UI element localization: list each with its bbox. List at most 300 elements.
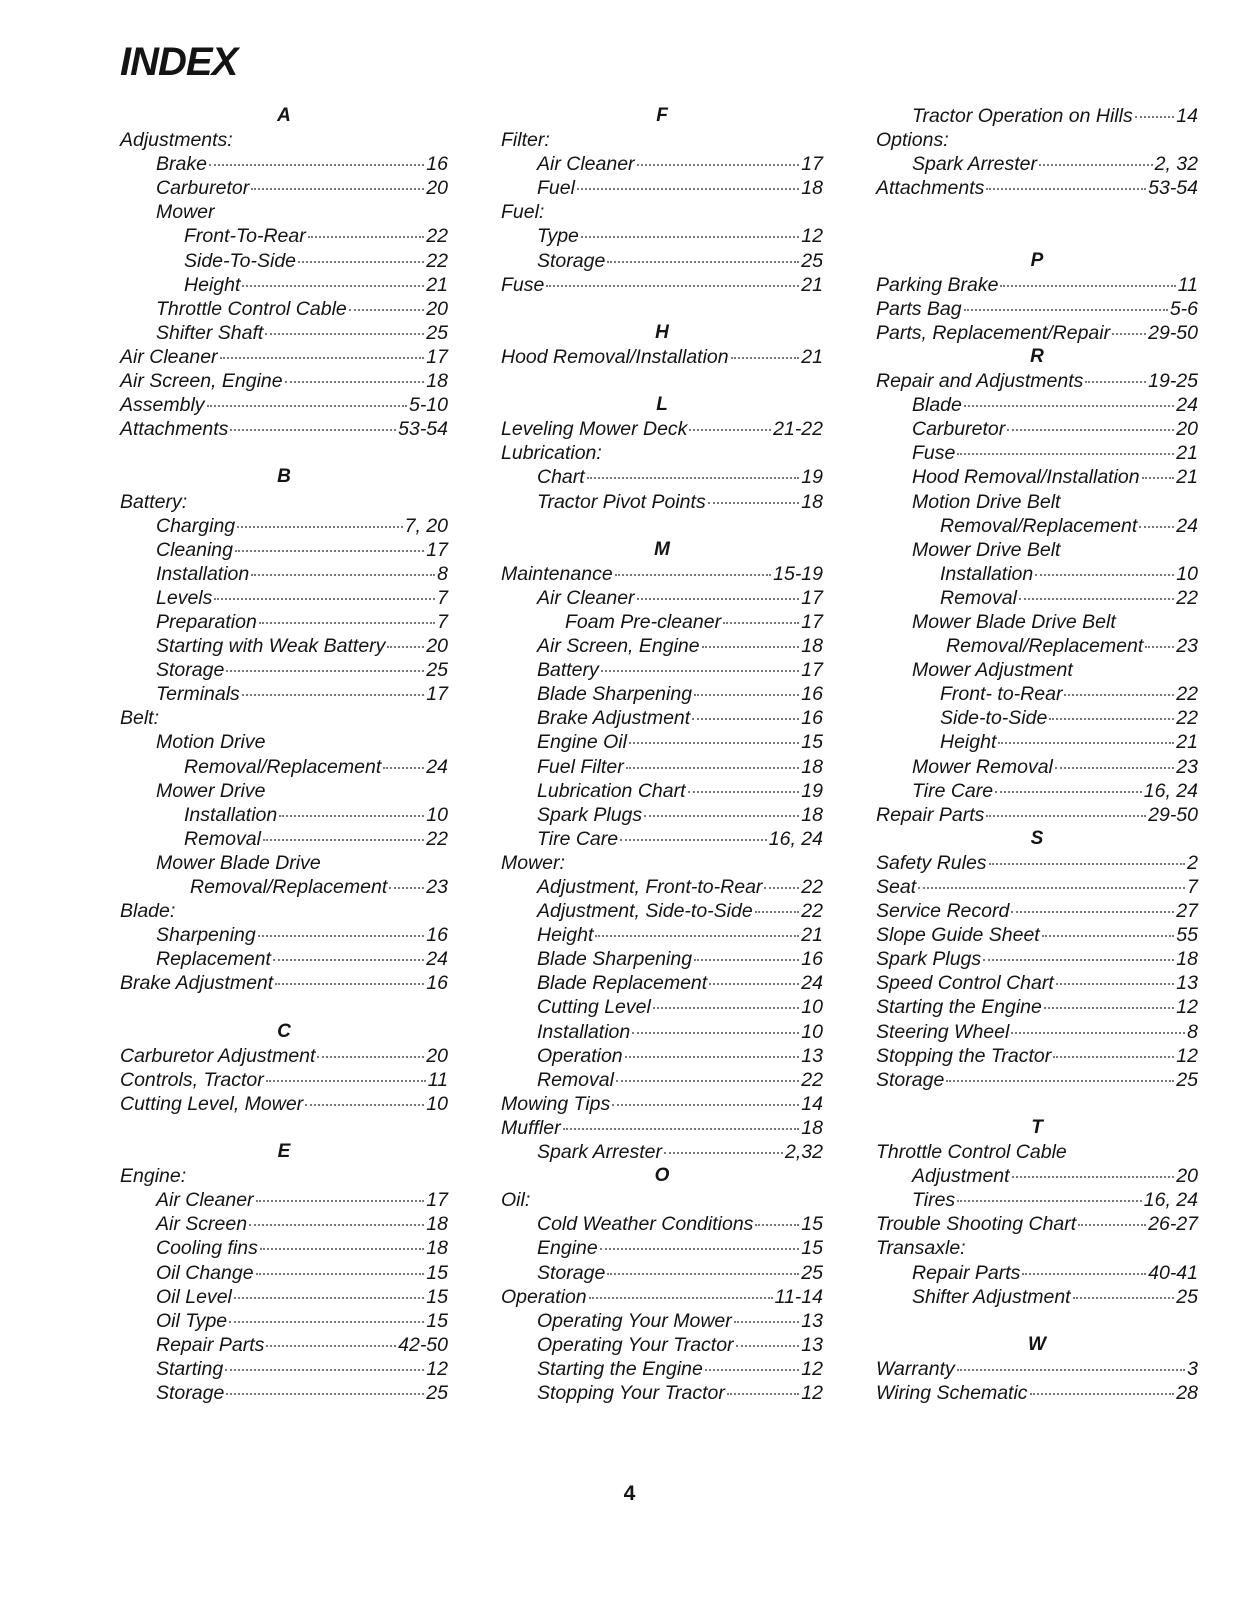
entry-text: Chart xyxy=(537,466,585,489)
entry-page: 16 xyxy=(801,707,823,730)
entry-text: Blade Sharpening xyxy=(537,948,693,971)
entry-text: Fuel xyxy=(537,177,575,200)
dot-leader xyxy=(607,261,799,263)
entry-page: 17 xyxy=(801,610,823,633)
entry-text: Engine: xyxy=(120,1165,187,1188)
dot-leader xyxy=(389,887,424,889)
dot-leader xyxy=(1019,598,1174,600)
entry-text: Motion Drive Belt xyxy=(912,490,1061,513)
entry-page: 18 xyxy=(801,177,823,200)
entry-text: Air Cleaner xyxy=(120,345,218,368)
index-entry xyxy=(120,1188,448,1212)
entry-text: Operating Your Tractor xyxy=(537,1333,734,1356)
index-entry xyxy=(876,971,1198,995)
entry-page: 17 xyxy=(426,1189,448,1212)
dot-leader xyxy=(1022,1273,1146,1275)
entry-page: 22 xyxy=(426,249,448,272)
entry-text: Brake xyxy=(156,153,207,176)
entry-page: 12 xyxy=(801,1357,823,1380)
spacer xyxy=(876,1092,1198,1116)
index-entry xyxy=(120,393,448,417)
dot-leader xyxy=(692,718,799,720)
dot-leader xyxy=(637,598,800,600)
entry-page: 21 xyxy=(801,273,823,296)
index-entry xyxy=(501,634,823,658)
index-entry xyxy=(876,1261,1198,1285)
entry-text: Oil Change xyxy=(156,1261,254,1284)
entry-page: 11 xyxy=(427,1068,448,1091)
dot-leader xyxy=(983,959,1174,961)
entry-page: 20 xyxy=(426,297,448,320)
entry-page: 17 xyxy=(426,345,448,368)
dot-leader xyxy=(214,598,435,600)
dot-leader xyxy=(632,1032,799,1034)
entry-page: 22 xyxy=(1176,683,1198,706)
entry-text: Charging xyxy=(156,514,236,537)
index-entry xyxy=(501,249,823,273)
entry-page: 16 xyxy=(426,153,448,176)
dot-leader xyxy=(616,1080,799,1082)
dot-leader xyxy=(589,1297,773,1299)
dot-leader xyxy=(263,839,424,841)
entry-text: Mower xyxy=(156,201,215,224)
index-entry xyxy=(876,658,1198,682)
dot-leader xyxy=(275,983,424,985)
index-entry xyxy=(876,128,1198,152)
entry-text: Spark Arrester xyxy=(912,153,1037,176)
dot-leader xyxy=(251,188,424,190)
dot-leader xyxy=(986,815,1146,817)
index-entry xyxy=(501,755,823,779)
entry-text: Air Cleaner xyxy=(537,586,635,609)
index-entry xyxy=(501,1188,823,1212)
entry-text: Trouble Shooting Chart xyxy=(876,1213,1077,1236)
dot-leader xyxy=(273,959,424,961)
index-entry xyxy=(501,875,823,899)
dot-leader xyxy=(1112,333,1146,335)
entry-page: 22 xyxy=(801,1068,823,1091)
entry-page: 16, 24 xyxy=(1143,779,1198,802)
entry-text: Blade Sharpening xyxy=(537,683,693,706)
index-entry xyxy=(501,273,823,297)
entry-text: Tires xyxy=(912,1189,956,1212)
entry-text: Maintenance xyxy=(501,562,613,585)
index-entry xyxy=(120,224,448,248)
dot-leader xyxy=(242,694,424,696)
index-entry xyxy=(501,1309,823,1333)
entry-text: Type xyxy=(537,225,579,248)
index-entry xyxy=(120,947,448,971)
section-letter: L xyxy=(656,394,668,416)
index-entry xyxy=(876,1357,1198,1381)
dot-leader xyxy=(964,309,1168,311)
entry-page: 16 xyxy=(426,972,448,995)
index-entry xyxy=(120,827,448,851)
dot-leader xyxy=(226,1393,424,1395)
entry-text: Mower Blade Drive Belt xyxy=(912,610,1116,633)
dot-leader xyxy=(1035,574,1174,576)
entry-page: 12 xyxy=(801,1381,823,1404)
entry-page: 16 xyxy=(801,948,823,971)
index-column-2 xyxy=(501,104,823,1405)
dot-leader xyxy=(998,742,1174,744)
section-letter: E xyxy=(277,1141,291,1163)
dot-leader xyxy=(764,887,799,889)
entry-text: Blade Replacement xyxy=(537,972,708,995)
dot-leader xyxy=(736,1345,800,1347)
entry-page: 15 xyxy=(426,1285,448,1308)
dot-leader xyxy=(731,357,800,359)
index-entry xyxy=(876,465,1198,489)
entry-text: Mowing Tips xyxy=(501,1092,611,1115)
entry-text: Throttle Control Cable xyxy=(156,297,347,320)
entry-page: 16, 24 xyxy=(1143,1189,1198,1212)
dot-leader xyxy=(626,767,800,769)
entry-text: Side-to-Side xyxy=(940,707,1048,730)
index-entry xyxy=(876,1381,1198,1405)
entry-page: 18 xyxy=(426,370,448,393)
entry-page: 22 xyxy=(801,876,823,898)
entry-text: Cutting Level, Mower xyxy=(120,1092,304,1115)
dot-leader xyxy=(688,791,800,793)
index-entry xyxy=(501,730,823,754)
entry-text: Storage xyxy=(537,1261,606,1284)
entry-text: Replacement xyxy=(156,948,271,971)
index-entry xyxy=(501,1020,823,1044)
entry-text: Battery xyxy=(537,659,599,682)
entry-page: 13 xyxy=(801,1309,823,1332)
entry-text: Oil Level xyxy=(156,1285,232,1308)
dot-leader xyxy=(653,1007,799,1009)
section-letter: R xyxy=(1030,345,1044,367)
entry-text: Carburetor xyxy=(912,418,1006,441)
index-entry xyxy=(120,200,448,224)
page-number: 4 xyxy=(623,1482,636,1505)
entry-page: 11-14 xyxy=(774,1285,823,1308)
dot-leader xyxy=(709,983,799,985)
entry-text: Adjustments: xyxy=(120,129,233,152)
index-entry xyxy=(120,755,448,779)
section-letter: B xyxy=(277,466,291,488)
entry-text: Lubrication: xyxy=(501,442,602,465)
entry-text: Spark Arrester xyxy=(537,1141,662,1164)
page-title: INDEX xyxy=(120,40,238,84)
index-entry xyxy=(501,947,823,971)
dot-leader xyxy=(1142,477,1175,479)
section-letter: H xyxy=(655,321,669,343)
dot-leader xyxy=(249,1224,424,1226)
dot-leader xyxy=(1044,1007,1174,1009)
entry-page: 21 xyxy=(1176,442,1198,465)
section-letter: W xyxy=(1028,1333,1046,1355)
entry-text: Repair Parts xyxy=(156,1333,265,1356)
entry-page: 2 xyxy=(1187,851,1198,874)
entry-text: Lubrication Chart xyxy=(537,779,686,802)
entry-text: Installation xyxy=(156,562,250,585)
entry-page: 27 xyxy=(1176,900,1198,923)
entry-page: 21 xyxy=(426,273,448,296)
entry-text: Removal/Replacement xyxy=(940,514,1138,537)
dot-leader xyxy=(225,1369,424,1371)
index-entry xyxy=(120,1261,448,1285)
entry-text: Height xyxy=(537,924,594,947)
index-entry xyxy=(501,851,823,875)
dot-leader xyxy=(637,164,800,166)
index-entry xyxy=(120,1044,448,1068)
index-entry xyxy=(876,899,1198,923)
entry-text: Adjustment xyxy=(912,1165,1010,1188)
dot-leader xyxy=(265,333,424,335)
spacer xyxy=(876,200,1198,224)
entry-text: Warranty xyxy=(876,1357,955,1380)
index-entry xyxy=(876,538,1198,562)
index-entry xyxy=(120,538,448,562)
index-entry xyxy=(501,586,823,610)
dot-leader xyxy=(1039,164,1153,166)
dot-leader xyxy=(251,574,435,576)
entry-page: 8 xyxy=(1187,1020,1198,1043)
entry-page: 7 xyxy=(1187,876,1198,898)
entry-text: Side-To-Side xyxy=(184,249,297,272)
index-entry xyxy=(876,1285,1198,1309)
index-entry xyxy=(876,875,1198,899)
entry-text: Adjustment, Side-to-Side xyxy=(537,900,753,923)
dot-leader xyxy=(242,285,424,287)
entry-page: 21 xyxy=(801,345,823,368)
entry-text: Repair Parts xyxy=(876,803,985,826)
index-entry xyxy=(876,1188,1198,1212)
entry-text: Front-To-Rear xyxy=(184,225,306,248)
entry-text: Starting with Weak Battery xyxy=(156,635,386,658)
entry-page: 5-6 xyxy=(1169,297,1198,320)
index-entry xyxy=(876,417,1198,441)
dot-leader xyxy=(258,935,425,937)
dot-leader xyxy=(1055,767,1174,769)
index-entry xyxy=(120,875,448,899)
entry-text: Mower Removal xyxy=(912,755,1053,778)
entry-text: Oil Type xyxy=(156,1309,228,1332)
entry-page: 17 xyxy=(801,586,823,609)
index-entry xyxy=(501,224,823,248)
index-entry xyxy=(120,1285,448,1309)
entry-text: Tire Care xyxy=(912,779,994,802)
index-entry xyxy=(876,634,1198,658)
dot-leader xyxy=(1056,983,1175,985)
dot-leader xyxy=(694,694,799,696)
index-entry xyxy=(120,1333,448,1357)
dot-leader xyxy=(957,453,1174,455)
entry-text: Fuel: xyxy=(501,201,545,224)
index-entry xyxy=(501,1140,823,1164)
index-entry xyxy=(120,514,448,538)
entry-page: 17 xyxy=(801,659,823,682)
dot-leader xyxy=(734,1321,800,1323)
entry-text: Shifter Adjustment xyxy=(912,1285,1071,1308)
entry-text: Carburetor Adjustment xyxy=(120,1044,316,1067)
entry-text: Preparation xyxy=(156,610,257,633)
entry-page: 20 xyxy=(1176,1165,1198,1188)
index-entry xyxy=(876,1236,1198,1260)
index-entry xyxy=(120,634,448,658)
entry-text: Engine Oil xyxy=(537,731,627,754)
index-entry xyxy=(876,1164,1198,1188)
dot-leader xyxy=(1012,1176,1175,1178)
index-entry xyxy=(501,1236,823,1260)
dot-leader xyxy=(600,1248,800,1250)
dot-leader xyxy=(625,1056,800,1058)
index-entry xyxy=(876,152,1198,176)
index-entry xyxy=(120,345,448,369)
entry-text: Adjustment, Front-to-Rear xyxy=(537,876,763,898)
entry-text: Brake Adjustment xyxy=(537,707,691,730)
entry-text: Seat xyxy=(876,876,917,898)
spacer xyxy=(120,995,448,1019)
entry-text: Mower Drive Belt xyxy=(912,538,1061,561)
entry-page: 21 xyxy=(1176,731,1198,754)
index-entry xyxy=(501,128,823,152)
entry-text: Motion Drive xyxy=(156,731,266,754)
entry-page: 7 xyxy=(437,610,448,633)
index-entry xyxy=(120,610,448,634)
dot-leader xyxy=(629,742,799,744)
dot-leader xyxy=(317,1056,424,1058)
index-entry xyxy=(120,851,448,875)
index-entry xyxy=(876,1044,1198,1068)
index-entry xyxy=(120,586,448,610)
section-letter: M xyxy=(654,538,670,560)
index-entry xyxy=(120,128,448,152)
index-entry xyxy=(501,1212,823,1236)
dot-leader xyxy=(546,285,799,287)
dot-leader xyxy=(1049,718,1174,720)
entry-text: Sharpening xyxy=(156,924,256,947)
dot-leader xyxy=(383,767,424,769)
entry-text: Tire Care xyxy=(537,827,619,850)
dot-leader xyxy=(209,164,424,166)
entry-page: 24 xyxy=(1176,514,1198,537)
dot-leader xyxy=(612,1104,799,1106)
section-letter: T xyxy=(1031,1116,1043,1138)
entry-page: 24 xyxy=(426,755,448,778)
dot-leader xyxy=(1073,1297,1175,1299)
dot-leader xyxy=(256,1273,425,1275)
index-entry xyxy=(876,321,1198,345)
index-entry xyxy=(501,562,823,586)
entry-text: Speed Control Chart xyxy=(876,972,1054,995)
entry-page: 25 xyxy=(801,249,823,272)
entry-text: Hood Removal/Installation xyxy=(912,466,1140,489)
entry-text: Fuel Filter xyxy=(537,755,624,778)
index-entry xyxy=(120,779,448,803)
entry-page: 10 xyxy=(426,1092,448,1115)
index-entry xyxy=(501,1068,823,1092)
entry-page: 23 xyxy=(1176,755,1198,778)
dot-leader xyxy=(1064,694,1174,696)
index-entry xyxy=(876,273,1198,297)
entry-text: Blade xyxy=(912,394,962,417)
dot-leader xyxy=(387,646,424,648)
entry-page: 5-10 xyxy=(408,394,448,417)
entry-text: Oil: xyxy=(501,1189,531,1212)
entry-page: 22 xyxy=(426,225,448,248)
dot-leader xyxy=(587,477,800,479)
entry-text: Installation xyxy=(940,562,1034,585)
entry-page: 15 xyxy=(426,1261,448,1284)
index-entry xyxy=(501,658,823,682)
entry-page: 28 xyxy=(1176,1381,1198,1404)
index-entry xyxy=(876,369,1198,393)
dot-leader xyxy=(1078,1224,1146,1226)
dot-leader xyxy=(615,574,771,576)
spacer xyxy=(501,369,823,393)
dot-leader xyxy=(1030,1393,1175,1395)
section-letter: F xyxy=(656,105,668,126)
entry-page: 15 xyxy=(426,1309,448,1332)
entry-page: 16, 24 xyxy=(768,827,823,850)
entry-text: Slope Guide Sheet xyxy=(876,924,1040,947)
dot-leader xyxy=(1145,646,1174,648)
section-letter: P xyxy=(1030,249,1044,271)
entry-page: 10 xyxy=(1176,562,1198,585)
entry-page: 23 xyxy=(1176,635,1198,658)
dot-leader xyxy=(234,1297,424,1299)
dot-leader xyxy=(705,1369,799,1371)
entry-page: 26-27 xyxy=(1148,1213,1198,1236)
entry-page: 20 xyxy=(426,635,448,658)
entry-page: 2,32 xyxy=(785,1141,823,1164)
entry-text: Height xyxy=(940,731,997,754)
entry-text: Removal/Replacement xyxy=(184,755,382,778)
entry-text: Fuse xyxy=(912,442,956,465)
entry-text: Parts, Replacement/Repair xyxy=(876,321,1111,344)
dot-leader xyxy=(689,429,771,431)
dot-leader xyxy=(989,863,1186,865)
dot-leader xyxy=(1053,1056,1174,1058)
index-entry xyxy=(876,393,1198,417)
entry-page: 17 xyxy=(426,683,448,706)
entry-text: Removal xyxy=(537,1068,614,1091)
entry-text: Mower Drive xyxy=(156,779,266,802)
section-letter: O xyxy=(654,1165,670,1187)
index-entry xyxy=(876,779,1198,803)
dot-leader xyxy=(308,236,425,238)
index-entry xyxy=(120,369,448,393)
entry-page: 18 xyxy=(1176,948,1198,971)
index-entry xyxy=(501,490,823,514)
index-entry xyxy=(120,923,448,947)
entry-text: Stopping Your Tractor xyxy=(537,1381,725,1404)
entry-page: 15 xyxy=(801,1237,823,1260)
index-entry xyxy=(501,417,823,441)
entry-page: 2, 32 xyxy=(1154,153,1198,176)
entry-page: 10 xyxy=(801,996,823,1019)
index-entry xyxy=(120,730,448,754)
dot-leader xyxy=(1011,1032,1185,1034)
entry-page: 7 xyxy=(437,586,448,609)
index-entry xyxy=(876,755,1198,779)
entry-page: 18 xyxy=(801,635,823,658)
entry-text: Battery: xyxy=(120,490,188,513)
entry-text: Installation xyxy=(537,1020,631,1043)
index-entry xyxy=(876,1212,1198,1236)
index-entry xyxy=(501,610,823,634)
section-letter: C xyxy=(277,1020,291,1042)
dot-leader xyxy=(260,1248,424,1250)
spacer xyxy=(120,441,448,465)
entry-text: Removal/Replacement xyxy=(190,876,388,898)
dot-leader xyxy=(664,1152,783,1154)
entry-text: Wiring Schematic xyxy=(876,1381,1028,1404)
